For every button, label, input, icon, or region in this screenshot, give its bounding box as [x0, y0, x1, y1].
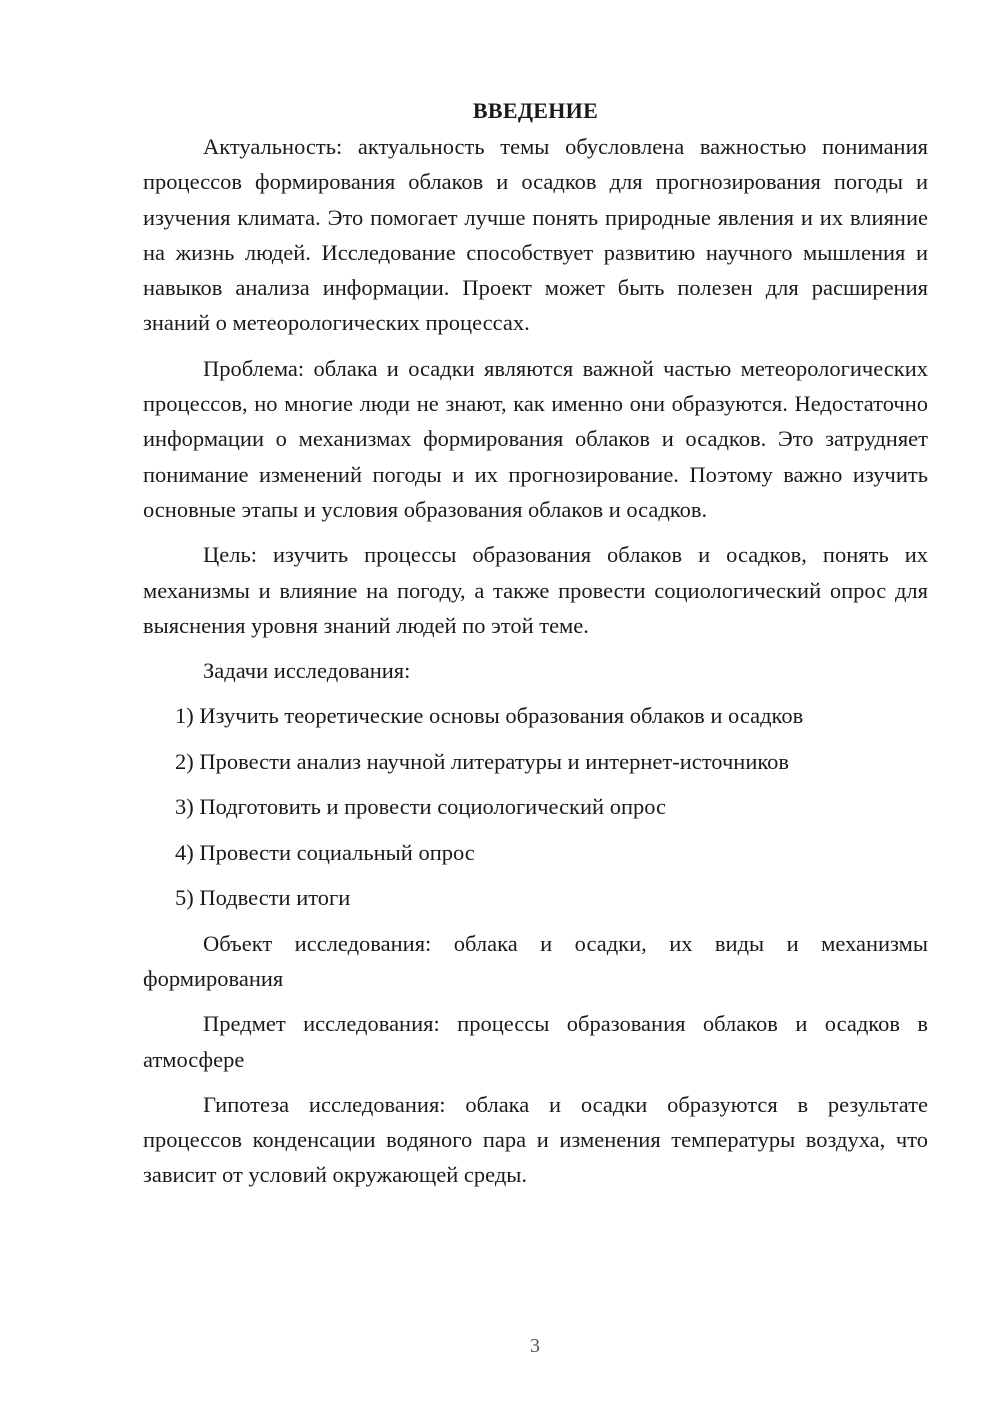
goal-paragraph: Цель: изучить процессы образования облаков и осадков, понять их механизмы и влияние на погоду, а также провести социологический опрос для выяснения уровня знаний людей по этой теме.: [143, 542, 928, 638]
subject-paragraph: Предмет исследования: процессы образования облаков и осадков в атмосфере: [143, 1011, 928, 1072]
hypothesis-paragraph: Гипотеза исследования: облака и осадки образуются в результате процессов конденсации водяного пара и изменения температуры воздуха, что зависит от условий окружающей среды.: [143, 1091, 928, 1188]
page-number: 3: [530, 1335, 540, 1357]
problem-paragraph: Проблема: облака и осадки являются важной частью метеорологических процессов, но многие люди не знают, как именно они образуются. Недостаточно информации о механизмах формирования облаков и осадков. Это затрудняет понимание изменений погоды и их прогнозирование. Поэтому важно изучить основные этапы и условия образования облаков и осадков.: [143, 355, 928, 522]
relevance-paragraph: Актуальность: актуальность темы обусловлена важностью понимания процессов формирования облаков и осадков для прогнозирования погоды и изучения климата. Это помогает лучше понять природные явления и их влияние на жизнь людей. Исследование способствует развитию научного мышления и навыков анализа информации. Проект может быть полезен для расширения знаний о метеорологических процессах.: [143, 134, 928, 336]
task-item-4: 4) Провести социальный опрос: [175, 839, 475, 865]
task-item-3: 3) Подготовить и провести социологический опрос: [175, 794, 667, 820]
task-item-2: 2) Провести анализ научной литературы и интернет-источников: [175, 748, 790, 774]
page-title: ВВЕДЕНИЕ: [472, 98, 599, 123]
task-item-5: 5) Подвести итоги: [175, 885, 351, 911]
tasks-heading: Задачи исследования:: [203, 658, 411, 684]
document-page: [143, 95, 928, 1203]
task-item-1: 1) Изучить теоретические основы образования облаков и осадков: [175, 703, 804, 729]
task-list: [143, 698, 928, 915]
object-paragraph: Объект исследования: облака и осадки, их виды и механизмы формирования: [143, 930, 928, 991]
